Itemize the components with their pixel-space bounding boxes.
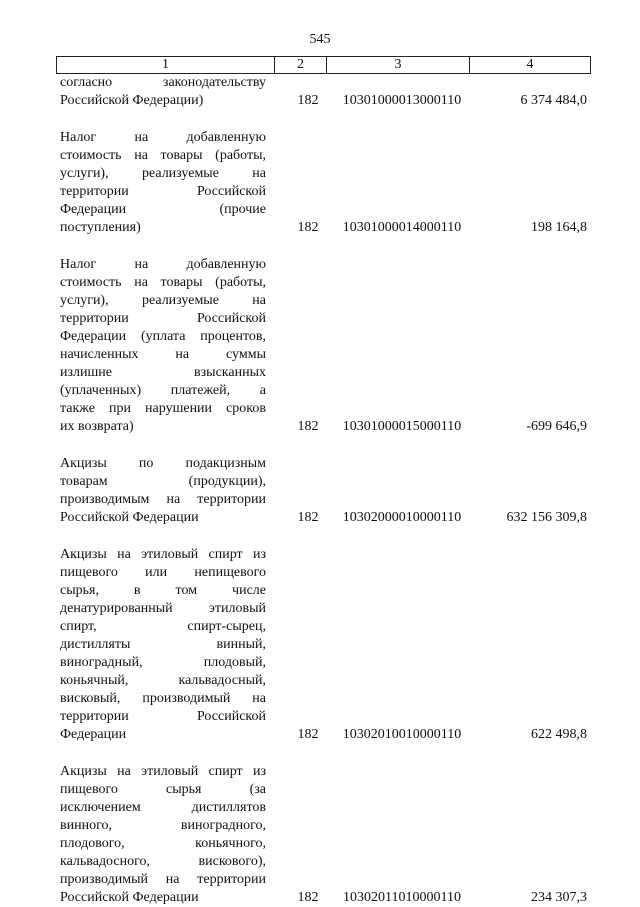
description-line: коньячный, кальвадосный, [60,673,266,688]
row-description [60,74,266,110]
description-line: производимым на территории [60,492,266,507]
description-line: товарам (продукции), [60,474,266,489]
row-description [60,256,266,436]
header-col-4: 4 [526,57,534,72]
header-col-1: 1 [57,57,275,73]
description-line: плодового, коньячного, [60,836,266,851]
row-description [60,129,266,237]
description-line: пищевого или непищевого [60,565,266,580]
amount: 6 374 484,0 [520,93,587,108]
row-description [60,546,266,744]
description-line: (уплаченных) платежей, а [60,383,266,398]
description-line: поступления) [60,220,141,235]
amount: 632 156 309,8 [506,510,587,525]
description-line: Федерации [60,727,127,742]
admin-code: 182 [297,419,319,434]
description-line: дистилляты винный, [60,637,266,652]
admin-code: 182 [297,220,319,235]
description-line: Федерации (прочие [60,202,266,217]
amount: 234 307,3 [531,890,587,905]
description-line: Федерации (уплата процентов, [60,329,266,344]
description-line: услуги), реализуемые на [60,293,266,308]
budget-code: 10302000010000110 [342,510,462,525]
description-line: их возврата) [60,419,134,434]
amount: 622 498,8 [531,727,587,742]
amount: 198 164,8 [531,220,587,235]
description-line: Российской Федерации [60,510,199,525]
description-line: согласно законодательству [60,75,266,90]
budget-code: 10301000015000110 [342,419,462,434]
table-row [56,129,589,237]
table-row [56,256,589,436]
description-line: производимый на территории [60,872,266,887]
description-line: Акцизы на этиловый спирт из [60,547,266,562]
table-row [56,455,589,527]
budget-code: 10301000014000110 [342,220,462,235]
description-line: территории Российской [60,709,266,724]
description-line: висковый, производимый на [60,691,266,706]
description-line: кальвадосного, вискового), [60,854,266,869]
admin-code: 182 [297,727,319,742]
description-line: излишне взысканных [60,365,266,380]
description-line: территории Российской [60,184,266,199]
description-line: пищевого сырья (за [60,782,266,797]
budget-code: 10301000013000110 [342,93,462,108]
description-line: денатурированный этиловый [60,601,266,616]
header-col-2: 2 [275,57,327,73]
description-line: исключением дистиллятов [60,800,266,815]
description-line: Налог на добавленную [60,130,266,145]
description-line: винного, виноградного, [60,818,266,833]
table-row [56,74,589,110]
table-row [56,546,589,744]
amount: -699 646,9 [526,419,587,434]
description-line: стоимость на товары (работы, [60,275,266,290]
budget-code: 10302011010000110 [343,890,461,905]
admin-code: 182 [297,510,319,525]
description-line: виноградный, плодовый, [60,655,266,670]
admin-code: 182 [297,93,319,108]
description-line: спирт, спирт-сырец, [60,619,266,634]
description-line: Российской Федерации [60,890,199,905]
table-header [56,56,591,74]
description-line: Акцизы по подакцизным [60,456,266,471]
row-description [60,763,266,907]
description-line: Налог на добавленную [60,257,266,272]
table-row [56,763,589,907]
description-line: также при нарушении сроков [60,401,266,416]
header-col-3: 3 [327,57,470,73]
page-number: 545 [309,32,331,47]
description-line: сырья, в том числе [60,583,266,598]
description-line: стоимость на товары (работы, [60,148,266,163]
budget-code: 10302010010000110 [342,727,462,742]
row-description [60,455,266,527]
description-line: начисленных на суммы [60,347,266,362]
description-line: Акцизы на этиловый спирт из [60,764,266,779]
description-line: Российской Федерации) [60,93,204,108]
admin-code: 182 [297,890,319,905]
description-line: услуги), реализуемые на [60,166,266,181]
description-line: территории Российской [60,311,266,326]
